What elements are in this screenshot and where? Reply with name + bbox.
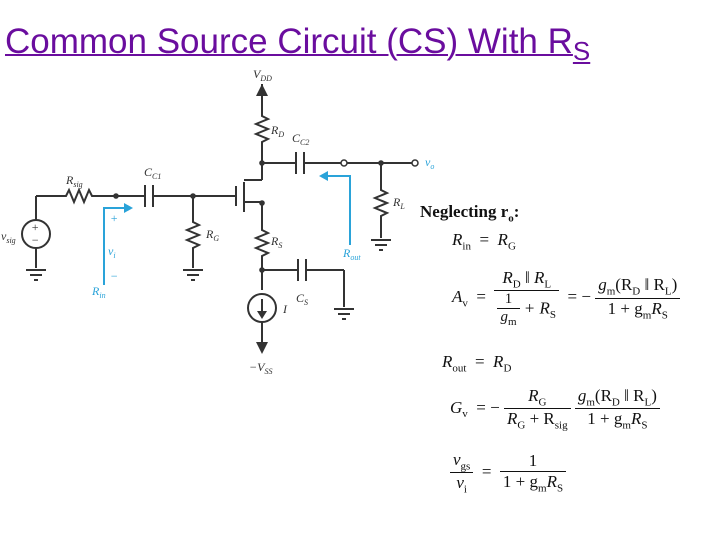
equation-gv: $G_v$ = − $\frac{R_G}{R_G + R_{sig}}$ $\frac{g_m(R_D ‖ R_L)}{1 + g_mR_S}$ bbox=[450, 386, 660, 432]
cs-capacitor bbox=[298, 259, 306, 281]
rsig-resistor bbox=[62, 190, 96, 202]
vdd-rail bbox=[256, 84, 268, 110]
rg-label: $R_G$ bbox=[206, 227, 220, 243]
title-text: Common Source Circuit (CS) With R bbox=[5, 22, 573, 61]
vi-plus: + bbox=[110, 211, 119, 225]
rd-label: $R_D$ bbox=[271, 123, 285, 139]
vss-label: $-V_{SS}$ bbox=[249, 360, 273, 376]
rout-arrow bbox=[319, 171, 350, 245]
vsig-plus: + bbox=[31, 220, 40, 234]
ground-cs bbox=[334, 309, 354, 319]
analysis-heading: Neglecting $r_o$: bbox=[420, 202, 520, 225]
vsig-minus: − bbox=[31, 233, 40, 247]
ground-rl bbox=[371, 240, 391, 250]
equation-vgs-vi: $\frac{v_{gs}}{v_i}$ = $\frac{1}{1 + g_mR_S}$ bbox=[450, 450, 566, 496]
current-source-label: I bbox=[283, 302, 287, 316]
current-source bbox=[248, 294, 276, 322]
rin-label: $R_{in}$ bbox=[92, 284, 106, 300]
mosfet bbox=[236, 178, 262, 212]
rout-label: $R_{out}$ bbox=[343, 246, 361, 262]
cc2-label: $C_{C2}$ bbox=[292, 131, 310, 147]
ground-vsig bbox=[26, 270, 46, 280]
rd-resistor bbox=[256, 110, 268, 148]
equation-rin: $R_{in} = R_G$ bbox=[452, 230, 516, 253]
vi-minus: − bbox=[110, 269, 119, 283]
equation-av: $A_v$ = $R_D$ ‖ $R_L$ $\frac{1}{g_m}$ + $R_S$ = − $\frac{g_m(R_D ‖ R_L)}{1 + g_mR_S}$ bbox=[452, 268, 680, 328]
vo-label: $v_o$ bbox=[425, 155, 435, 171]
rl-label: $R_L$ bbox=[393, 195, 405, 211]
rs-resistor bbox=[256, 226, 268, 262]
rs-label: $R_S$ bbox=[271, 234, 283, 250]
cc2-capacitor bbox=[296, 152, 304, 174]
rl-resistor bbox=[375, 186, 387, 222]
title-subscript: S bbox=[572, 36, 591, 66]
equation-rout: $R_{out} = R_D$ bbox=[442, 352, 512, 375]
cc1-label: $C_{C1}$ bbox=[144, 165, 162, 181]
cs-label: $C_S$ bbox=[296, 291, 309, 307]
cc1-capacitor bbox=[145, 185, 153, 207]
vi-label: $v_i$ bbox=[108, 244, 116, 260]
rsig-label: $R_{sig}$ bbox=[66, 173, 83, 189]
vsig-label: $v_{sig}$ bbox=[1, 229, 16, 245]
rg-resistor bbox=[187, 218, 199, 254]
vdd-label: $V_{DD}$ bbox=[253, 67, 272, 83]
vss-arrow bbox=[256, 342, 268, 354]
ground-rg bbox=[183, 270, 203, 280]
